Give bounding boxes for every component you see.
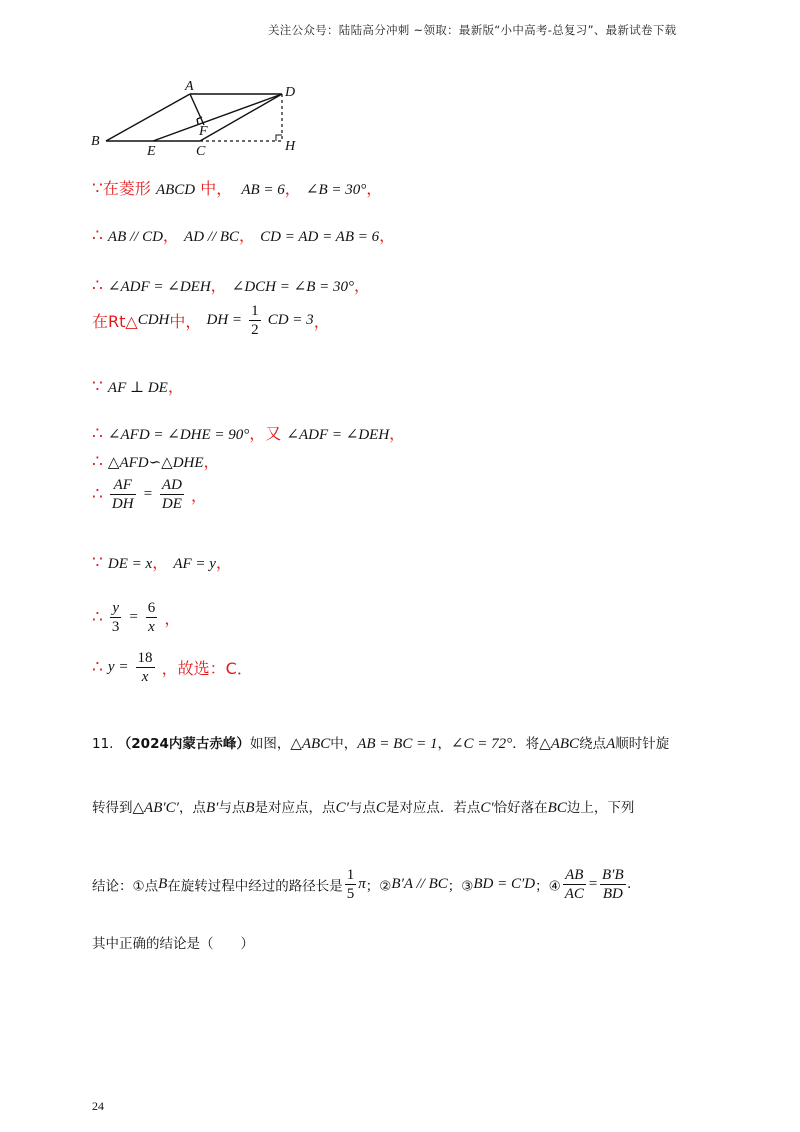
- solution-line-10: ∴ $\frac{y}{3}$ = $\frac{6}{x}$ ，: [92, 600, 181, 635]
- edge-ED: [153, 94, 282, 141]
- solution-line-7: ∴ △AFD∽△DHE，: [92, 452, 220, 472]
- solution-line-8: ∴ $\frac{AF}{DH}$ = $\frac{AD}{DE}$ ，: [92, 477, 208, 512]
- label-D: D: [285, 85, 296, 100]
- question-line-1: 11. （2024内蒙古赤峰）如图，△ABC中，AB = BC = 1，∠C = 72°．将△ABC绕点A顺时针旋: [92, 736, 670, 752]
- question-line-2: 转得到△AB′C′，点B′与点B是对应点，点C′与点C是对应点．若点C′恰好落在BC边上，下列: [92, 800, 635, 816]
- question-line-4: 其中正确的结论是（ ）: [92, 936, 254, 952]
- edge-CD: [200, 94, 282, 141]
- right-angle-mark-1: [197, 119, 198, 124]
- label-C: C: [196, 144, 206, 158]
- page-number: 24: [92, 1099, 104, 1113]
- solution-line-9: ∵ DE = x， AF = y，: [92, 553, 232, 573]
- header-banner: 关注公众号：陆陆高分冲刺 ~领取：最新版“小中高考-总复习”、最新试卷下载: [268, 23, 677, 37]
- solution-line-4: 在Rt△CDH中， DH = $\frac{1}{2}$ CD = 3，: [92, 303, 330, 338]
- label-A: A: [185, 79, 194, 94]
- question-line-3: 结论：①点B在旋转过程中经过的路径长是 $\frac{1}{5}$ π；②B′A // BC；③BD = C′D；④ $\frac{AB}{AC}$ = $\frac{B'B}{BD}$ .: [92, 867, 632, 902]
- label-H: H: [285, 139, 296, 154]
- label-B: B: [91, 134, 100, 149]
- right-angle-H: [276, 135, 282, 141]
- edge-BA: [106, 94, 190, 141]
- solution-line-2: ∴ AB // CD， AD // BC， CD = AD = AB = 6，: [92, 226, 396, 246]
- rhombus-figure: [85, 78, 305, 158]
- label-E: E: [147, 144, 156, 158]
- solution-line-3: ∴ ∠ADF = ∠DEH， ∠DCH = ∠B = 30°，: [92, 276, 371, 296]
- label-F: F: [199, 124, 208, 139]
- solution-line-6: ∴ ∠AFD = ∠DHE = 90°，又 ∠ADF = ∠DEH，: [92, 424, 406, 444]
- solution-line-11: ∴ y = $\frac{18}{x}$ ，故选：C．: [92, 650, 253, 685]
- solution-line-1: ∵在菱形 ABCD 中， AB = 6， ∠B = 30°，: [92, 179, 383, 199]
- solution-line-5: ∵ AF ⊥ DE，: [92, 377, 184, 397]
